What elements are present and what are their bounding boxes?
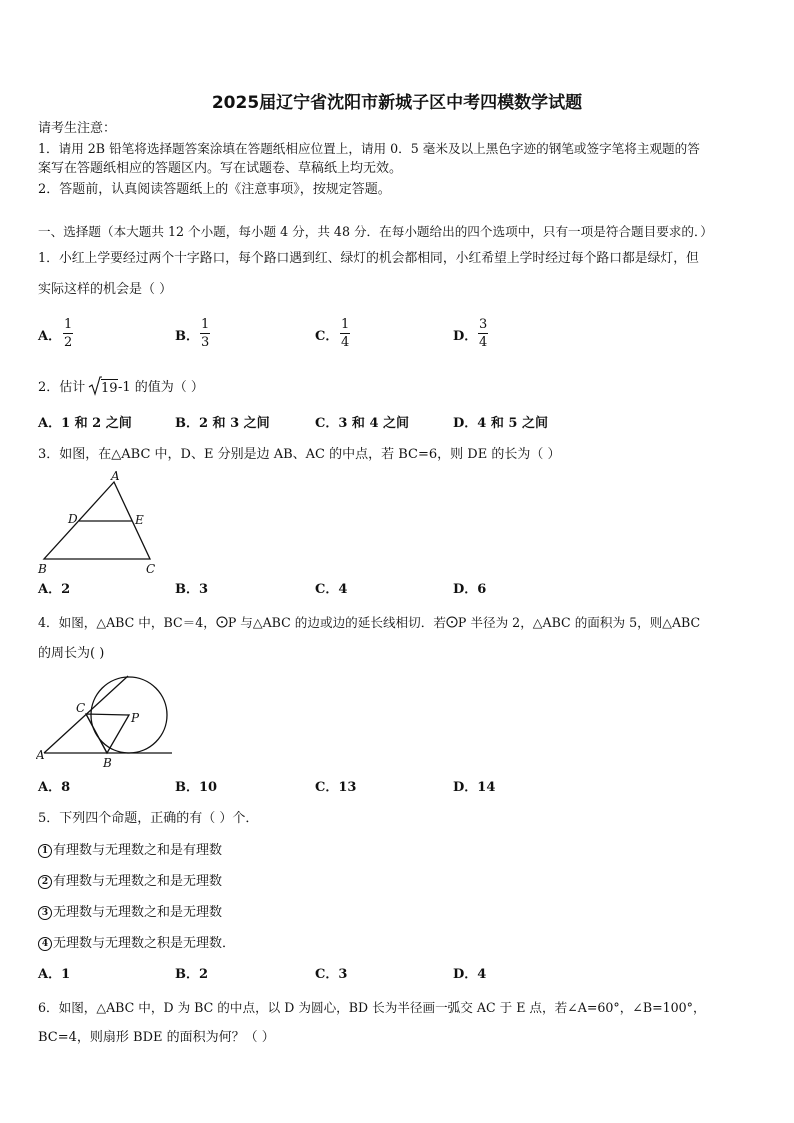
question-6-text: 6．如图，△ABC 中，D 为 BC 的中点，以 D 为圆心，BD 长为半径画一弧交 AC 于 E 点，若∠A=60°，∠B=100°，	[38, 1000, 706, 1015]
triangle-cbp	[86, 714, 129, 753]
fraction-bar	[478, 333, 488, 334]
page-title: 2025届辽宁省沈阳市新城子区中考四模数学试题	[211, 93, 583, 113]
label-b: B	[38, 562, 47, 576]
notice-line-1b: 案写在答题纸相应的答题区内。写在试题卷、草稿纸上均无效。	[38, 161, 403, 176]
q3-option-d: D．6	[453, 582, 487, 597]
q4-circle-triangle-figure	[36, 674, 176, 774]
circled-number-icon: 1	[38, 844, 52, 858]
label-e: E	[135, 513, 144, 527]
q1-option-c-fraction	[340, 317, 350, 350]
fraction-numerator: 1	[341, 317, 350, 332]
q5-statement-4	[38, 936, 235, 952]
q5-option-c: C．3	[315, 967, 348, 982]
fraction-denominator: 2	[64, 335, 73, 350]
statement-text: 无理数与无理数之积是无理数．	[53, 936, 236, 951]
q1-option-b-label: B．	[175, 329, 199, 344]
question-1-text: 1．小红上学要经过两个十字路口，每个路口遇到红、绿灯的机会都相同，小红希望上学时经过每个路口都是绿灯，但	[38, 251, 699, 266]
label-a: A	[111, 470, 120, 483]
fraction-numerator: 1	[64, 317, 73, 332]
notice-line-2: 2．答题前，认真阅读答题纸上的《注意事项》，按规定答题。	[38, 182, 391, 197]
q4-option-b: B．10	[175, 780, 218, 795]
question-3-text: 3．如图，在△ABC 中，D、E 分别是边 AB、AC 的中点，若 BC=6，则 DE 的长为（ ）	[38, 447, 561, 462]
q5-option-b: B．2	[175, 967, 209, 982]
sqrt-radicand: 19	[101, 381, 118, 396]
q5-option-d: D．4	[453, 967, 487, 982]
label-d: D	[68, 512, 78, 526]
q2-option-d: D．4 和 5 之间	[453, 416, 548, 431]
question-4-text	[38, 615, 700, 631]
label-c: C	[146, 562, 156, 576]
fraction-denominator: 3	[201, 335, 210, 350]
q1-option-b-fraction	[200, 317, 210, 350]
q5-statement-2	[38, 874, 222, 890]
question-4-text-2: 的周长为( )	[38, 646, 105, 661]
fraction-denominator: 4	[479, 335, 488, 350]
fraction-numerator: 3	[479, 317, 488, 332]
q3-option-c: C．4	[315, 582, 348, 597]
q5-statement-1	[38, 843, 222, 859]
q4-option-d: D．14	[453, 780, 496, 795]
statement-text: 无理数与无理数之和是无理数	[53, 905, 223, 920]
q4-text-part-2: P 与△ABC 的边或边的延长线相切．若	[227, 615, 446, 630]
question-1-text-2: 实际这样的机会是（ ）	[38, 282, 173, 297]
q5-statement-3	[38, 905, 222, 921]
fraction-denominator: 4	[341, 335, 350, 350]
q1-option-c-label: C．	[315, 329, 339, 344]
q3-triangle-figure	[36, 470, 161, 576]
fraction-bar	[63, 333, 73, 334]
q1-option-d-label: D．	[453, 329, 478, 344]
question-2-prefix: 2．估计	[38, 380, 86, 395]
circled-number-icon: 4	[38, 937, 52, 951]
q1-option-a-fraction	[63, 317, 73, 350]
q5-option-a: A．1	[38, 967, 71, 982]
q3-option-b: B．3	[175, 582, 209, 597]
sqrt-sign-icon	[88, 376, 102, 396]
fraction-numerator: 1	[201, 317, 210, 332]
label-a: A	[36, 748, 45, 762]
statement-text: 有理数与无理数之和是有理数	[53, 843, 223, 858]
circled-number-icon: 2	[38, 875, 52, 889]
section-heading: 一、选择题（本大题共 12 个小题，每小题 4 分，共 48 分．在每小题给出的四个选项中，只有一项是符合题目要求的．）	[38, 224, 713, 239]
label-p: P	[131, 711, 140, 725]
fraction-bar	[200, 333, 210, 334]
label-b: B	[103, 756, 112, 770]
circle-odot-icon	[446, 616, 458, 628]
q2-option-a: A．1 和 2 之间	[38, 416, 132, 431]
q2-option-b: B．2 和 3 之间	[175, 416, 270, 431]
notice-line-1: 1．请用 2B 铅笔将选择题答案涂填在答题纸相应位置上，请用 0．5 毫米及以上黑色字迹的钢笔或签字笔将主观题的答	[38, 141, 700, 156]
q2-option-c: C．3 和 4 之间	[315, 416, 410, 431]
fraction-bar	[340, 333, 350, 334]
q4-option-a: A．8	[38, 780, 71, 795]
q4-option-c: C．13	[315, 780, 357, 795]
q3-option-a: A．2	[38, 582, 71, 597]
question-5-text: 5．下列四个命题，正确的有（ ）个．	[38, 811, 259, 826]
segment-cb	[86, 714, 107, 753]
question-6-text-2: BC=4，则扇形 BDE 的面积为何？（ ）	[38, 1030, 275, 1045]
q1-option-d-fraction	[478, 317, 488, 350]
circled-number-icon: 3	[38, 906, 52, 920]
notice-heading: 请考生注意：	[38, 121, 117, 136]
q4-text-part-1: 4．如图，△ABC 中，BC＝4，	[38, 615, 216, 630]
label-c: C	[76, 701, 86, 715]
question-2-suffix: -1 的值为（ ）	[118, 380, 204, 395]
q4-text-part-3: P 半径为 2，△ABC 的面积为 5，则△ABC	[457, 615, 701, 630]
statement-text: 有理数与无理数之和是无理数	[53, 874, 223, 889]
circle-odot-icon	[216, 616, 228, 628]
q1-option-a-label: A．	[38, 329, 62, 344]
